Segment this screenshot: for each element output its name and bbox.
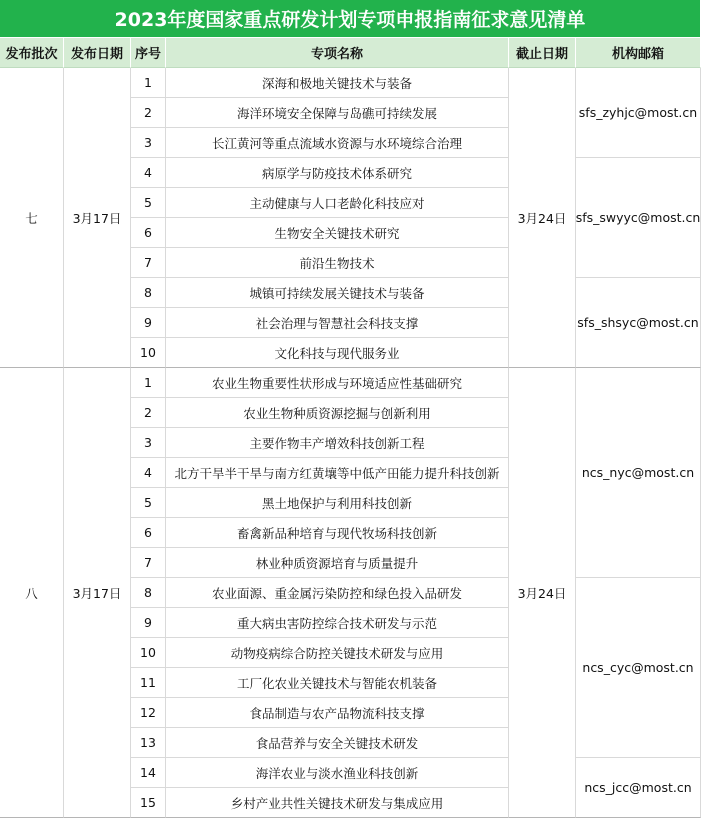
row-index: 9 — [131, 608, 166, 638]
header-email: 机构邮箱 — [576, 38, 701, 68]
project-name: 黑土地保护与利用科技创新 — [166, 488, 509, 518]
row-index: 6 — [131, 518, 166, 548]
project-name: 乡村产业共性关键技术研发与集成应用 — [166, 788, 509, 818]
row-index: 9 — [131, 308, 166, 338]
project-name: 城镇可持续发展关键技术与装备 — [166, 278, 509, 308]
row-index: 3 — [131, 128, 166, 158]
row-index: 5 — [131, 188, 166, 218]
project-name: 农业面源、重金属污染防控和绿色投入品研发 — [166, 578, 509, 608]
project-name: 生物安全关键技术研究 — [166, 218, 509, 248]
project-name: 农业生物重要性状形成与环境适应性基础研究 — [166, 368, 509, 398]
header-index: 序号 — [131, 38, 166, 68]
row-index: 14 — [131, 758, 166, 788]
batch-cell: 七 — [0, 68, 64, 368]
sheet-title: 2023年度国家重点研发计划专项申报指南征求意见清单 — [0, 0, 701, 38]
row-index: 1 — [131, 68, 166, 98]
row-index: 4 — [131, 458, 166, 488]
project-name: 林业种质资源培育与质量提升 — [166, 548, 509, 578]
project-name: 北方干旱半干旱与南方红黄壤等中低产田能力提升科技创新 — [166, 458, 509, 488]
agency-email: sfs_zyhjc@most.cn — [576, 68, 701, 158]
agency-email: sfs_swyyc@most.cn — [576, 158, 701, 278]
project-name: 食品制造与农产品物流科技支撑 — [166, 698, 509, 728]
row-index: 5 — [131, 488, 166, 518]
row-index: 10 — [131, 638, 166, 668]
row-index: 7 — [131, 548, 166, 578]
project-name: 农业生物种质资源挖掘与创新利用 — [166, 398, 509, 428]
project-name: 社会治理与智慧社会科技支撑 — [166, 308, 509, 338]
row-index: 6 — [131, 218, 166, 248]
project-name: 前沿生物技术 — [166, 248, 509, 278]
header-project-name: 专项名称 — [166, 38, 509, 68]
project-name: 动物疫病综合防控关键技术研发与应用 — [166, 638, 509, 668]
project-name: 工厂化农业关键技术与智能农机装备 — [166, 668, 509, 698]
project-name: 深海和极地关键技术与装备 — [166, 68, 509, 98]
row-index: 12 — [131, 698, 166, 728]
row-index: 15 — [131, 788, 166, 818]
row-index: 8 — [131, 578, 166, 608]
agency-email: ncs_cyc@most.cn — [576, 578, 701, 758]
project-name: 重大病虫害防控综合技术研发与示范 — [166, 608, 509, 638]
row-index: 1 — [131, 368, 166, 398]
row-index: 13 — [131, 728, 166, 758]
row-index: 7 — [131, 248, 166, 278]
header-batch: 发布批次 — [0, 38, 64, 68]
row-index: 4 — [131, 158, 166, 188]
row-index: 8 — [131, 278, 166, 308]
row-index: 10 — [131, 338, 166, 368]
project-name: 海洋农业与淡水渔业科技创新 — [166, 758, 509, 788]
row-index: 11 — [131, 668, 166, 698]
project-name: 主要作物丰产增效科技创新工程 — [166, 428, 509, 458]
batch-cell: 八 — [0, 368, 64, 818]
header-deadline: 截止日期 — [509, 38, 576, 68]
project-name: 食品营养与安全关键技术研发 — [166, 728, 509, 758]
project-name: 长江黄河等重点流域水资源与水环境综合治理 — [166, 128, 509, 158]
project-name: 主动健康与人口老龄化科技应对 — [166, 188, 509, 218]
agency-email: sfs_shsyc@most.cn — [576, 278, 701, 368]
row-index: 3 — [131, 428, 166, 458]
publish-date-cell: 3月17日 — [64, 68, 131, 368]
deadline-cell: 3月24日 — [509, 368, 576, 818]
agency-email: ncs_nyc@most.cn — [576, 368, 701, 578]
deadline-cell: 3月24日 — [509, 68, 576, 368]
project-name: 海洋环境安全保障与岛礁可持续发展 — [166, 98, 509, 128]
project-name: 文化科技与现代服务业 — [166, 338, 509, 368]
row-index: 2 — [131, 98, 166, 128]
row-index: 2 — [131, 398, 166, 428]
project-name: 病原学与防疫技术体系研究 — [166, 158, 509, 188]
agency-email: ncs_jcc@most.cn — [576, 758, 701, 818]
project-name: 畜禽新品种培育与现代牧场科技创新 — [166, 518, 509, 548]
publish-date-cell: 3月17日 — [64, 368, 131, 818]
header-publish-date: 发布日期 — [64, 38, 131, 68]
